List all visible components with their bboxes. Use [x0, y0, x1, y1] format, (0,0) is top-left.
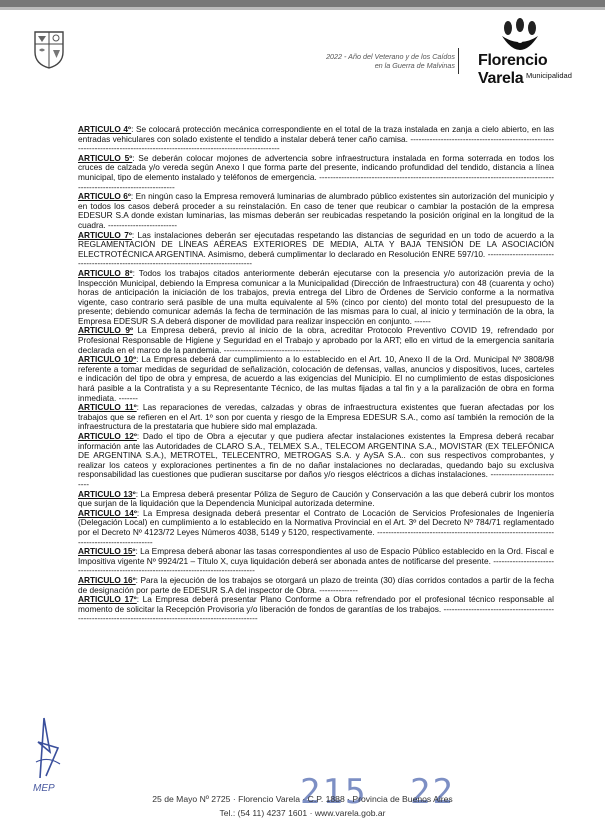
article-paragraph: [78, 154, 554, 192]
article-paragraph: [78, 269, 554, 327]
article-label: ARTICULO 4º: [78, 124, 132, 134]
article-text: : Todos los trabajos citados anteriormente deberán ejecutarse con la presencia y/o autorización previa de la Inspección Municipal, debiendo la Empresa comunicar a la Municipalidad (Dirección de Infraestructura) con 48 (cuarenta y ocho) horas de anticipación la iniciación de los trabajos, previa entrega del Libro de Órdenes de Servicio conforme a la normativa vigente, caso contrario será pasible de una multa equivalente al 5% (cinco por ciento) del monto total del presupuesto de la presente; debiendo comunicar además la fecha de terminación de las mismas para lo cual, al inicio y terminación de la obra, la Empresa EDESUR S.A deberá disponer de movilidad para realizar inspección en conjunto. ------: [78, 267, 555, 326]
article-label: ARTICULO 8º: [78, 267, 133, 278]
scan-top-edge-shadow: [0, 7, 605, 10]
article-label: ARTICULO 6º: [78, 191, 131, 202]
article-paragraph: [78, 231, 554, 269]
article-label: ARTICULO 7º: [78, 229, 132, 240]
article-label: ARTICULO 14º: [78, 507, 137, 518]
article-label: ARTICULO 15º: [78, 546, 136, 557]
article-paragraph: [78, 192, 554, 230]
brand-subtitle: Municipalidad: [526, 71, 572, 80]
tagline-line-2: en la Guerra de Malvinas: [374, 61, 455, 70]
article-text: : En ningún caso la Empresa removerá luminarias de alumbrado público existentes sin autorización del municipio y en todos los casos deberá proceder a su reinstalación. En caso de tener que reubicar o cambiar la postación de la empresa EDESUR S.A donde existan luminarias, las mismas deberán ser reubicadas respetando la posición original en la longitud de la cuadra. -------------------------: [78, 191, 555, 230]
document-year-stamp: 22: [410, 772, 455, 812]
commemorative-tagline: [240, 52, 455, 70]
article-paragraph: [78, 509, 554, 547]
article-paragraph: [78, 547, 554, 576]
article-paragraph: [78, 403, 554, 432]
article-paragraph: [78, 576, 554, 595]
article-label: ARTICULO 5º: [78, 152, 133, 163]
article-text: : La Empresa deberá presentar Póliza de Seguro de Caución y Conservación a las que deberá cubrir los montos que surjan de la liquidación que la Dependencia Municipal autorizada determine.: [78, 488, 554, 509]
article-paragraph: [78, 355, 554, 403]
article-text: : Se colocará protección mecánica correspondiente en el total de la traza instalada en zanja a cielo abierto, en las entradas vehiculares con solado existente el tendido a instalar deberá tener caño camisa. -----------------------------------------------------------------------------------------------------------------------------: [78, 124, 554, 154]
municipality-logo: [478, 18, 596, 88]
article-label: ARTICULO 13º: [78, 488, 136, 499]
footer-contact: Tel.: (54 11) 4237 1601 · www.varela.gob.ar: [219, 808, 386, 818]
article-text: : Las reparaciones de veredas, calzadas y obras de infraestructura existentes que fueran afectadas por los trabajos que se refieren en el Art. 1º son por cuenta y riesgo de la Empresa EDESUR S.A., como así también la remoción de la infraestructura de la prestataria que hubiere sido mal emplazada.: [78, 402, 554, 432]
article-text: : Para la ejecución de los trabajos se otorgará un plazo de treinta (30) días corridos contados a partir de la fecha de designación por parte de EDESUR S.A del inspector de Obra. --------------: [78, 574, 554, 595]
article-label: ARTICULO 12º: [78, 431, 137, 441]
article-label: ARTICULO 17º: [78, 594, 137, 605]
article-label: ARTICULO 11º: [78, 402, 137, 413]
article-label: ARTICULO 16º: [78, 574, 136, 585]
document-number-stamp: 215: [300, 772, 368, 812]
article-paragraph: [78, 595, 554, 624]
footer-address: 25 de Mayo Nº 2725 · Florencio Varela · C.P. 1888 · Provincia de Buenos Aires: [152, 794, 453, 804]
header-divider: [458, 48, 459, 74]
municipal-crest-icon: [32, 30, 66, 70]
article-paragraph: [78, 490, 554, 509]
article-text: : Se deberán colocar mojones de advertencia sobre infraestructura instalada en forma soterrada en todos los cruces de calzada y/o vereda según Anexo I que forma parte del presente, indicando profundidad del tendido, distancia a línea municipal, tipo de elemento instalado y teléfonos de emergencia. ------------------------------------------------------------------------------------------------------------------------: [78, 152, 555, 192]
article-label: ARTICULO 10º: [78, 354, 137, 365]
article-text: La Empresa deberá, previo al inicio de la obra, acreditar Protocolo Preventivo COVID 19, refrendado por Profesional Responsable de Higiene y Seguridad en el Trabajo y aprobado por la ART; ello en virtud de la emergencia sanitaria declarada en el marco de la pandemia. -----------------------------------: [78, 325, 555, 355]
document-body: [78, 125, 554, 624]
brand-name: Florencio Varela: [478, 52, 548, 87]
article-paragraph: [78, 125, 554, 154]
article-text: : La Empresa deberá presentar Plano Conforme a Obra refrendado por el profesional técnico responsable al momento de solicitar la Recepción Provisoria y/o liberación de fondos de garantías de los trabajos. ---------------------------------------------------------------------------------------------------------: [78, 594, 554, 624]
article-text: : La Empresa designada deberá presentar el Contrato de Locación de Servicios Profesionales de Ingeniería (Delegación Local) en cumplimiento a lo establecido en la Normativa Provincial en el Art. 3º del Decreto Nº 784/71 reglamentado por el Decreto Nº 4123/72 Leyes Números 4038, 5149 y 5120, respectivamente. -------------------------------------------------------------------------------------------: [78, 507, 554, 547]
article-text: : La Empresa deberá dar cumplimiento a lo establecido en el Art. 10, Anexo II de la Ord. Municipal Nº 3808/98 referente a tomar medidas de seguridad de señalización, colocación de defensas, vallas, anuncios y dispositivos, luces, carteles e indicación del tipo de obra y empresa, de acuerdo a las exigencias del Municipio. El no cumplimiento de estas disposiciones hará pasible a la Contratista y a su Representante Técnico, de las multas fijadas a tal fin y a la paralización de obra en forma inmediata. -------: [78, 354, 554, 403]
scan-top-edge: [0, 0, 605, 7]
article-text: : Dado el tipo de Obra a ejecutar y que pudiera afectar instalaciones existentes la Empresa deberá recabar información ante las Autoridades de CLARO S.A., TELMEX S.A., TELECOM ARGENTINA S.A., MOVISTAR (EX TELEFÓNICA DE ARGENTINA S.A.), METROTEL, TELECENTRO, METROGAS S.A. y AySA S.A.. con sus respectivos comprobantes, y realizar los cateos y exploraciones pertinentes a fin de no dañar instalaciones no declaradas, quedando bajo su exclusiva responsabilidad las cuestiones que pudieran suscitarse por daños y/o riesgos eléctricos a dichas instalaciones. ---------------------------: [78, 431, 554, 489]
article-label: ARTICULO 9º: [78, 325, 133, 336]
article-text: : Las instalaciones deberán ser ejecutadas respetando las distancias de seguridad en un todo de acuerdo a la REGLAMENTACIÓN DE LÍNEAS AÉREAS EXTERIORES DE MEDIA, ALTA Y BAJA TENSIÓN DE LA ASOCIACIÓN ELECTROTÉCNICA ARGENTINA. Asimismo, deberá cumplimentar lo declarado en Resolución ENRE 597/10. ---------------------------------------------------------------------------------------: [78, 229, 554, 269]
article-paragraph: [78, 432, 554, 490]
handwritten-initials: MEP: [33, 783, 55, 794]
article-paragraph: [78, 326, 554, 355]
handwritten-signature-icon: [28, 712, 68, 782]
tagline-line-1: 2022 - Año del Veterano y de los Caídos: [326, 52, 455, 61]
article-text: : La Empresa deberá abonar las tasas correspondientes al uso de Espacio Público establecido en la Ord. Fiscal e Impositiva vigente Nº 9924/21 – Título X, cuya liquidación deberá ser abonada antes de notificarse del presente. --------------------------------------------------------------------------------------: [78, 546, 554, 576]
